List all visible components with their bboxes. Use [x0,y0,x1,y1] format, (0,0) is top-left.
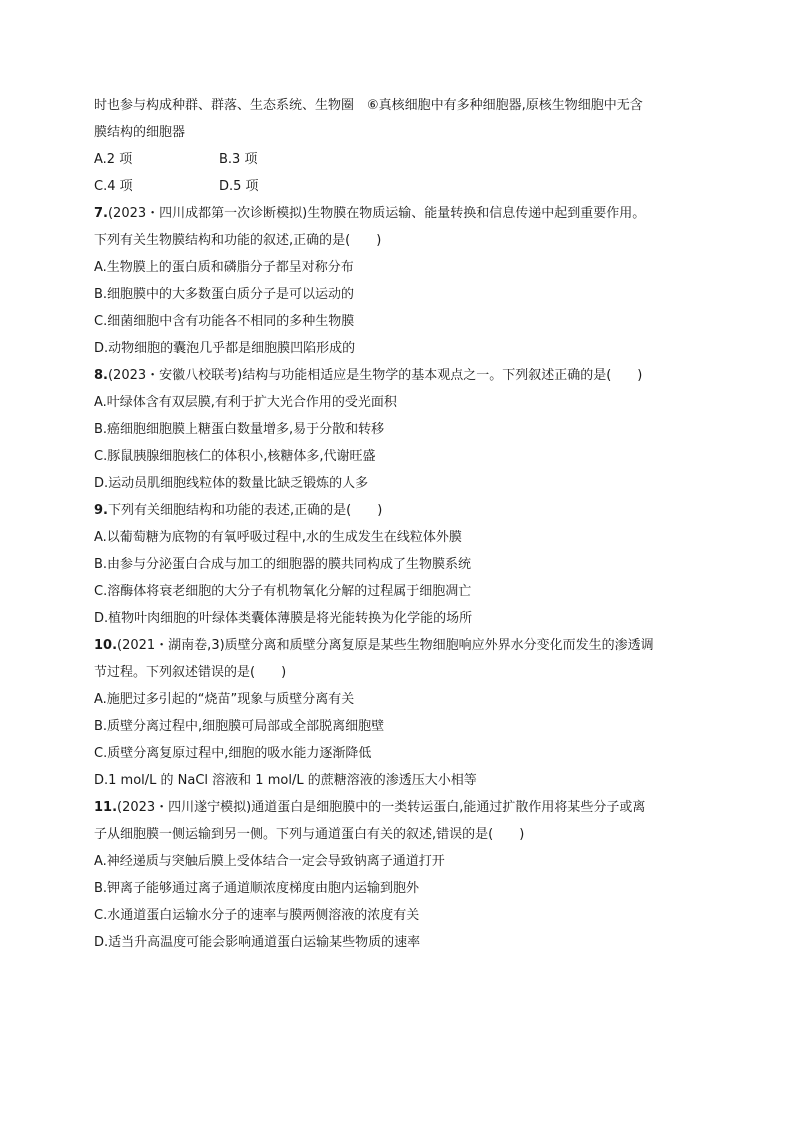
intro-line-1: 时也参与构成种群、群落、生态系统、生物圈 ⑥真核细胞中有多种细胞器,原核生物细胞中无含 [94,98,643,113]
option-d: D.1 mol/L 的 NaCl 溶液和 1 mol/L 的蔗糖溶液的渗透压大小相等 [94,773,477,788]
option-c: C.豚鼠胰腺细胞核仁的体积小,核糖体多,代谢旺盛 [94,449,376,464]
option-a: A.生物膜上的蛋白质和磷脂分子都呈对称分布 [94,260,354,275]
question-8 [94,362,704,497]
option-b: B.癌细胞细胞膜上糖蛋白数量增多,易于分散和转移 [94,422,385,437]
intro-options-row-1 [94,146,704,173]
question-stem: 11.(2023・四川遂宁模拟)通道蛋白是细胞膜中的一类转运蛋白,能通过扩散作用将某些分子或离 [94,800,646,815]
option-d: D.5 项 [219,179,259,194]
option-d: D.适当升高温度可能会影响通道蛋白运输某些物质的速率 [94,935,421,950]
option-c: C.4 项 [94,179,133,194]
option-c: C.溶酶体将衰老细胞的大分子有机物氧化分解的过程属于细胞凋亡 [94,584,472,599]
question-stem-cont: 节过程。下列叙述错误的是( ) [94,665,287,680]
question-number: 11. [94,800,118,815]
question-10 [94,632,704,794]
option-d: D.植物叶肉细胞的叶绿体类囊体薄膜是将光能转换为化学能的场所 [94,611,473,626]
option-d: D.动物细胞的囊泡几乎都是细胞膜凹陷形成的 [94,341,356,356]
question-stem-cont: 下列有关生物膜结构和功能的叙述,正确的是( ) [94,233,382,248]
option-c: C.质壁分离复原过程中,细胞的吸水能力逐渐降低 [94,746,372,761]
question-stem-cont: 子从细胞膜一侧运输到另一侧。下列与通道蛋白有关的叙述,错误的是( ) [94,827,525,842]
option-b: B.细胞膜中的大多数蛋白质分子是可以运动的 [94,287,355,302]
option-a: A.叶绿体含有双层膜,有利于扩大光合作用的受光面积 [94,395,397,410]
option-a: A.施肥过多引起的“烧苗”现象与质壁分离有关 [94,692,355,707]
question-9 [94,497,704,632]
question-7 [94,200,704,362]
option-b: B.由参与分泌蛋白合成与加工的细胞器的膜共同构成了生物膜系统 [94,557,472,572]
option-c: C.细菌细胞中含有功能各不相同的多种生物膜 [94,314,355,329]
intro-line-2: 膜结构的细胞器 [94,125,186,140]
document-page [94,92,704,956]
option-a: A.以葡萄糖为底物的有氧呼吸过程中,水的生成发生在线粒体外膜 [94,530,462,545]
option-a: A.神经递质与突触后膜上受体结合一定会导致钠离子通道打开 [94,854,445,869]
option-b: B.3 项 [219,152,258,167]
question-number: 7. [94,206,108,221]
option-d: D.运动员肌细胞线粒体的数量比缺乏锻炼的人多 [94,476,369,491]
question-number: 8. [94,368,108,383]
question-number: 10. [94,638,118,653]
option-a: A.2 项 [94,152,133,167]
question-stem: 7.(2023・四川成都第一次诊断模拟)生物膜在物质运输、能量转换和信息传递中起到重要作用。 [94,206,646,221]
question-number: 9. [94,503,108,518]
question-stem: 9.下列有关细胞结构和功能的表述,正确的是( ) [94,503,383,518]
question-11 [94,794,704,956]
intro-options-row-2 [94,173,704,200]
question-stem: 8.(2023・安徽八校联考)结构与功能相适应是生物学的基本观点之一。下列叙述正确的是( ) [94,368,643,383]
option-b: B.钾离子能够通过离子通道顺浓度梯度由胞内运输到胞外 [94,881,420,896]
option-c: C.水通道蛋白运输水分子的速率与膜两侧溶液的浓度有关 [94,908,420,923]
option-b: B.质壁分离过程中,细胞膜可局部或全部脱离细胞壁 [94,719,385,734]
question-stem: 10.(2021・湖南卷,3)质壁分离和质壁分离复原是某些生物细胞响应外界水分变化而发生的渗透调 [94,638,654,653]
